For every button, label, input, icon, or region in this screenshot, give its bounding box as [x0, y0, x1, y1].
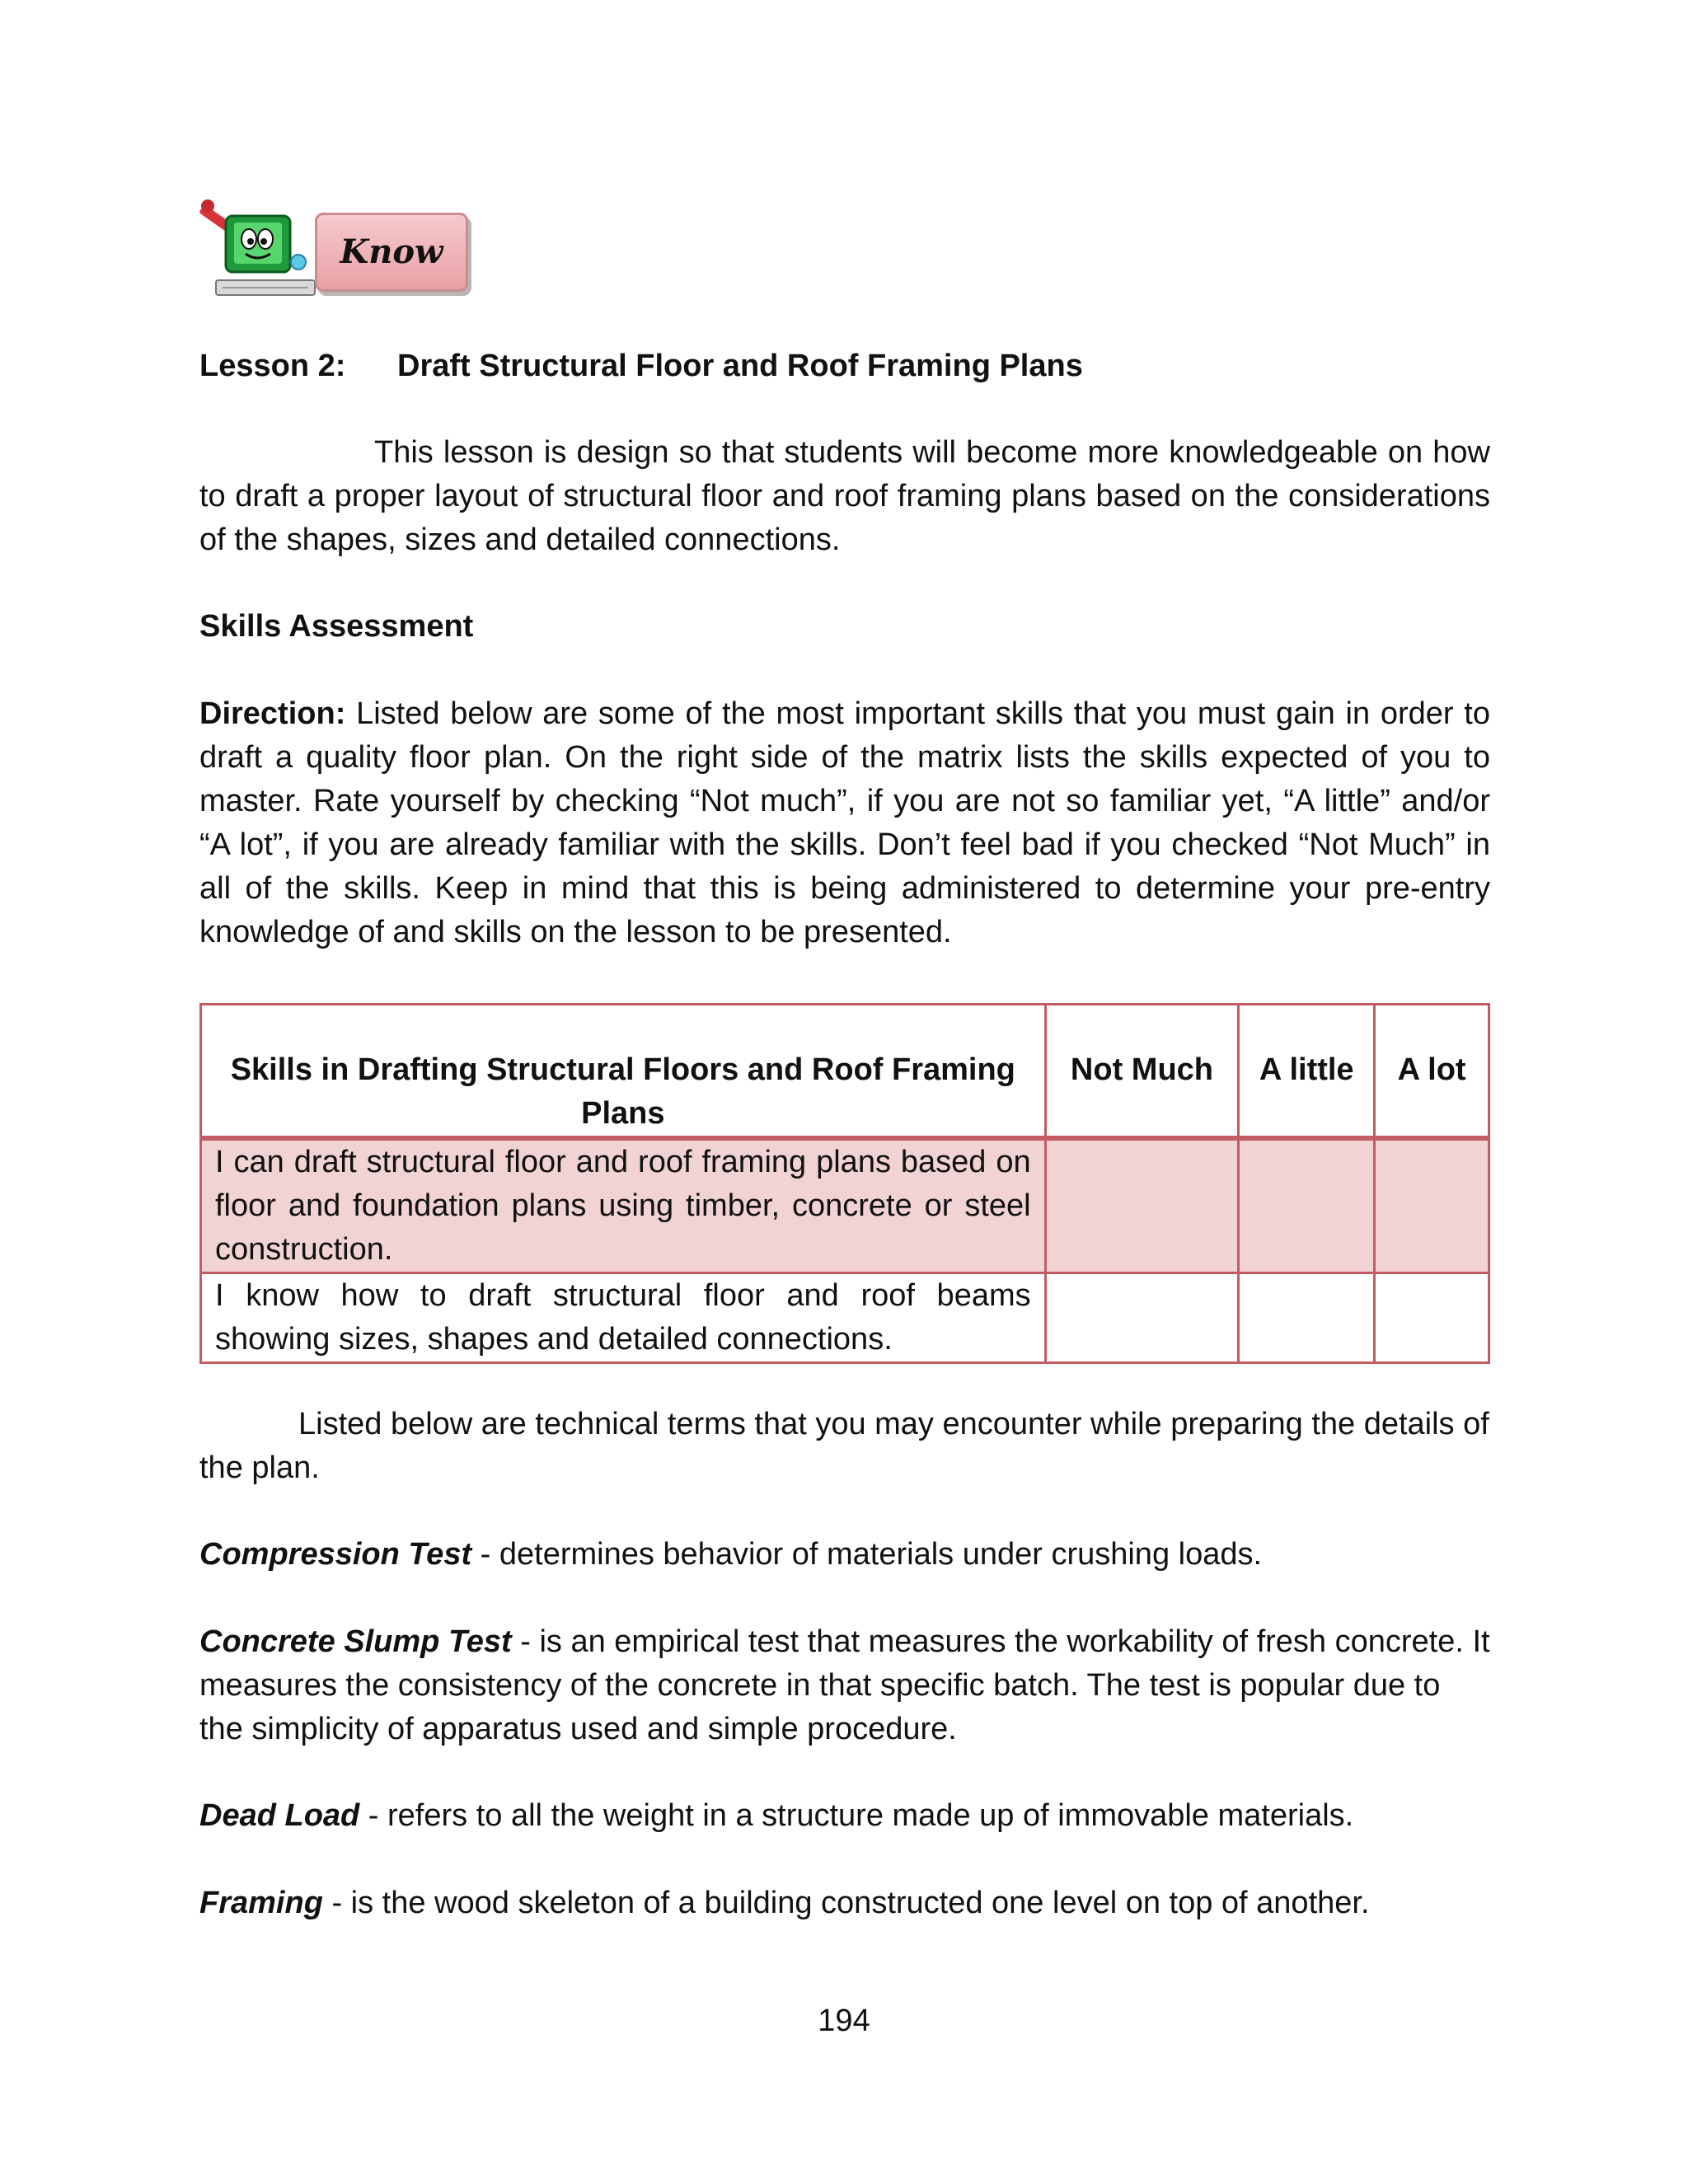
- term-entry: [199, 1533, 1490, 1577]
- checkbox-a-little-cell[interactable]: [1239, 1138, 1375, 1273]
- checkbox-a-lot-cell[interactable]: [1375, 1273, 1489, 1363]
- computer-mascot-icon: [198, 198, 321, 301]
- term-definition: - is the wood skeleton of a building constructed one level on top of another.: [322, 1886, 1370, 1920]
- lesson-heading: [199, 344, 1083, 388]
- skills-heading: Skills Assessment: [199, 609, 474, 644]
- direction-label: Direction:: [199, 696, 346, 731]
- term-entry: [199, 1620, 1490, 1751]
- checkbox-a-little-cell[interactable]: [1239, 1273, 1375, 1363]
- checkbox-not-much-cell[interactable]: [1045, 1273, 1239, 1363]
- terms-intro: Listed below are technical terms that you may encounter while preparing the details of the plan.: [199, 1407, 1489, 1485]
- know-badge: [198, 198, 470, 301]
- direction-section: [199, 692, 1490, 954]
- term-definition: - is an empirical test that measures the workability of fresh concrete. It measures the consistency of the concrete in that specific batch. The test is popular due to the simplicity of apparatus used and simple procedure.: [199, 1624, 1490, 1746]
- header-a-little: A little: [1239, 1005, 1375, 1139]
- header-not-much: Not Much: [1045, 1005, 1239, 1139]
- terms-intro-section: [199, 1403, 1490, 1490]
- term-name: Concrete Slump Test: [199, 1624, 512, 1659]
- intro-paragraph: This lesson is design so that students will become more knowledgeable on how to draft a proper layout of structural floor and roof framing plans based on the considerations of the shapes, sizes and detailed connections.: [199, 435, 1490, 557]
- header-skills: Skills in Drafting Structural Floors and Roof Framing Plans: [201, 1005, 1046, 1139]
- term-entry: [199, 1794, 1490, 1838]
- term-entry: [199, 1882, 1490, 1925]
- term-definition: - refers to all the weight in a structure made up of immovable materials.: [359, 1798, 1354, 1833]
- table-row: [201, 1138, 1489, 1273]
- term-name: Dead Load: [199, 1798, 360, 1833]
- lesson-number: Lesson 2:: [199, 349, 346, 383]
- table-header-row: [201, 1005, 1489, 1139]
- direction-text: Listed below are some of the most important skills that you must gain in order to draft a quality floor plan. On the right side of the matrix lists the skills expected of you to master. Rate yourself by checking “Not much”, if you are not so familiar yet, “A little” and/or “A lot”, if you are already familiar with the skills. Don’t feel bad if you checked “Not Much” in all of the skills. Keep in mind that this is being administered to determine your pre-entry knowledge of and skills on the lesson to be presented.: [199, 696, 1490, 949]
- header-a-lot: A lot: [1375, 1005, 1489, 1139]
- term-definition: - determines behavior of materials under crushing loads.: [471, 1537, 1263, 1572]
- term-name: Framing: [199, 1886, 323, 1920]
- skill-cell: I can draft structural floor and roof framing plans based on floor and foundation plans using timber, concrete or steel construction.: [201, 1138, 1046, 1273]
- lesson-title: Draft Structural Floor and Roof Framing Plans: [397, 349, 1083, 383]
- term-name: Compression Test: [199, 1537, 472, 1572]
- direction-paragraph: [199, 692, 1490, 954]
- intro-section: [199, 431, 1490, 562]
- know-label: Know: [315, 213, 468, 292]
- checkbox-a-lot-cell[interactable]: [1375, 1138, 1489, 1273]
- checkbox-not-much-cell[interactable]: [1045, 1138, 1239, 1273]
- table-row: [201, 1273, 1489, 1363]
- skills-table: [199, 1003, 1490, 1364]
- skill-cell: I know how to draft structural floor and roof beams showing sizes, shapes and detailed connections.: [201, 1273, 1046, 1363]
- page-number: 194: [818, 2004, 870, 2038]
